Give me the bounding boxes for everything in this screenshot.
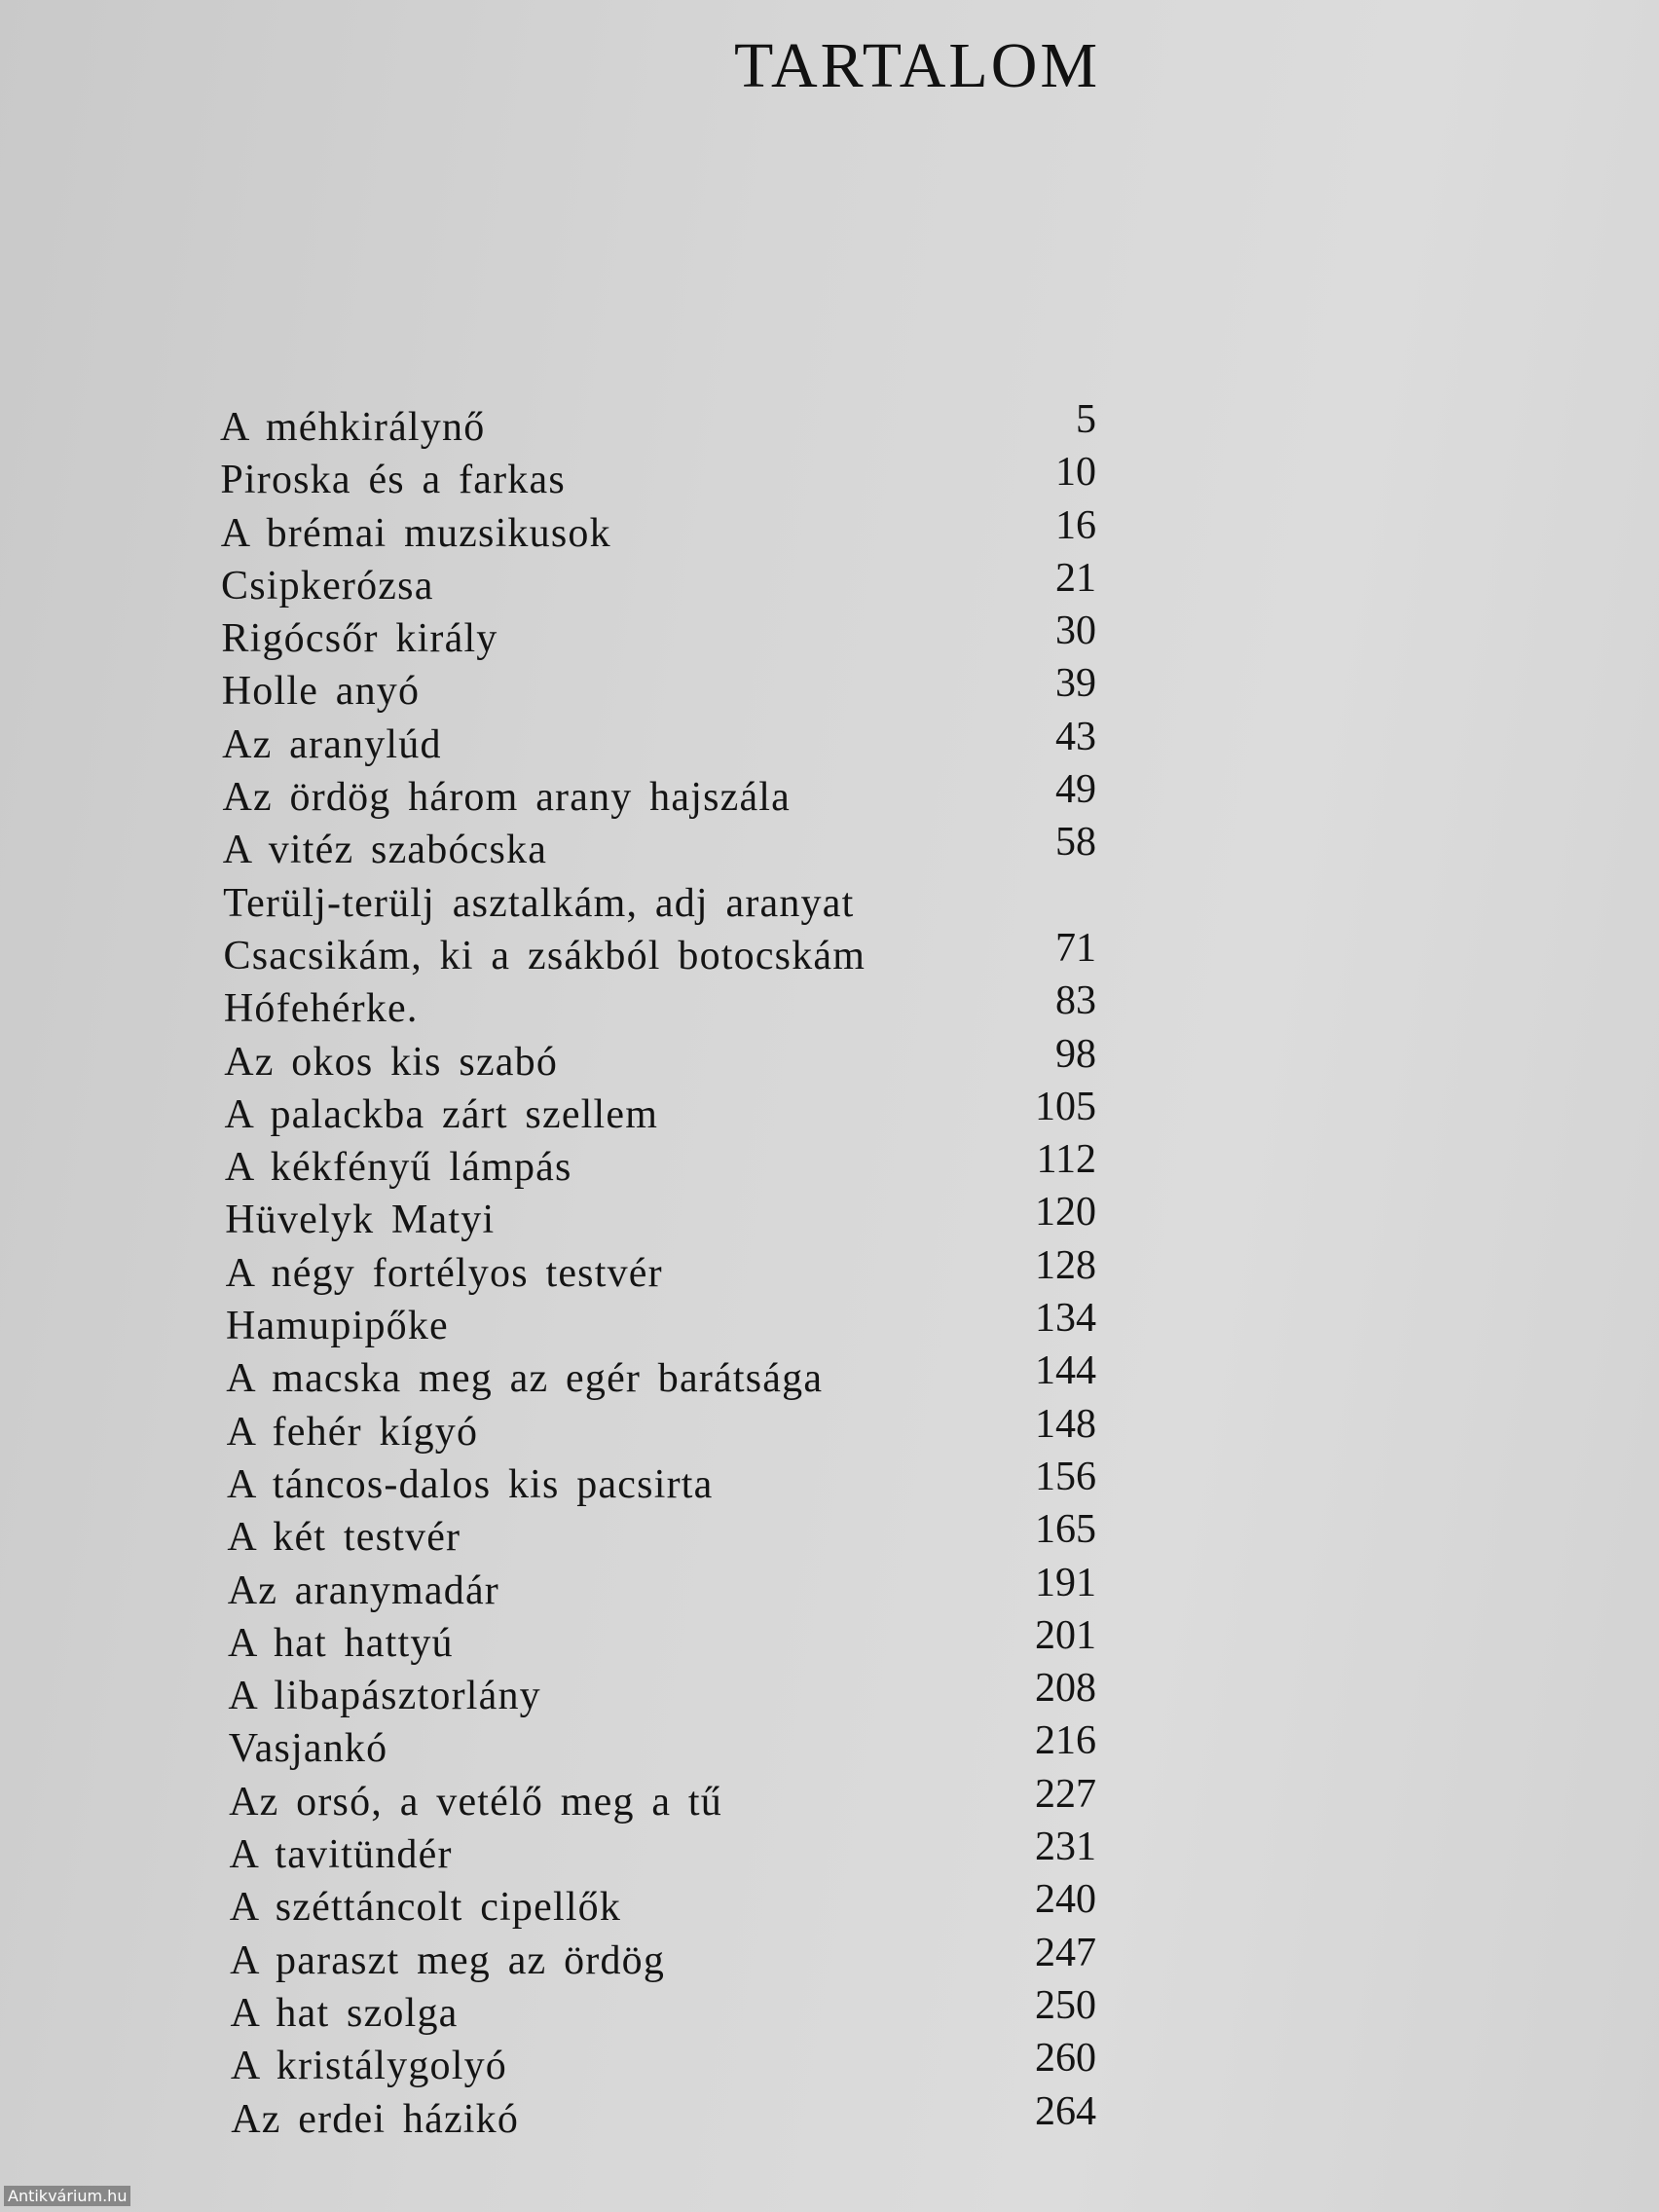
toc-entry — [231, 2088, 1096, 2146]
toc-entry-title: A négy fortélyos testvér — [225, 1250, 663, 1296]
toc-entry — [221, 608, 1096, 665]
toc-entry-title: Vasjankó — [228, 1726, 388, 1772]
toc-entry-title: A hat hattyú — [228, 1620, 454, 1666]
toc-entry-title: Rigócsőr király — [221, 616, 498, 662]
toc-entry-title: A vitéz szabócska — [222, 828, 548, 873]
watermark: Antikvárium.hu — [4, 2186, 130, 2206]
toc-entry — [225, 1296, 1096, 1352]
toc-entry — [224, 1137, 1096, 1194]
toc-entry-page-number: 247 — [1035, 1930, 1096, 1975]
toc-entry-title: Csacsikám, ki a zsákból botocskám — [223, 933, 866, 978]
toc-entry-title: A tavitündér — [229, 1832, 453, 1878]
toc-entry — [230, 1930, 1096, 1987]
toc-entry — [226, 1348, 1096, 1405]
toc-entry-page-number: 144 — [1035, 1348, 1096, 1394]
toc-entry-title: Hüvelyk Matyi — [225, 1198, 496, 1243]
toc-entry-page-number: 156 — [1035, 1454, 1096, 1499]
toc-entry — [230, 1982, 1097, 2040]
toc-entry-page-number: 83 — [1055, 978, 1096, 1024]
toc-entry-page-number: 5 — [1076, 397, 1096, 442]
toc-entry — [220, 397, 1096, 454]
toc-entry — [229, 1771, 1096, 1828]
toc-entry-title: A kristálygolyó — [230, 2044, 508, 2089]
toc-entry-title: A macska meg az egér barátsága — [226, 1356, 824, 1402]
toc-entry-title: Az erdei házikó — [231, 2096, 520, 2142]
toc-entry-title: Hamupipőke — [225, 1304, 449, 1349]
toc-entry-title: A méhkirálynő — [220, 405, 486, 450]
toc-entry-page-number: 201 — [1035, 1612, 1096, 1658]
toc-entry-page-number: 240 — [1035, 1877, 1096, 1923]
toc-entry — [223, 877, 1096, 930]
toc-entry-title: Holle anyó — [221, 669, 421, 715]
toc-entry-page-number: 208 — [1035, 1666, 1096, 1712]
toc-entry-page-number: 260 — [1035, 2036, 1096, 2082]
toc-entry-title: A fehér kígyó — [226, 1409, 479, 1455]
toc-entry-page-number: 21 — [1055, 555, 1096, 601]
toc-entry-title: Hófehérke. — [223, 986, 419, 1032]
toc-entry-page-number: 216 — [1035, 1718, 1096, 1764]
toc-entry-title: A hat szolga — [230, 1990, 459, 2036]
toc-entry — [222, 767, 1096, 824]
toc-entry — [221, 661, 1096, 718]
toc-entry-page-number: 39 — [1055, 661, 1096, 707]
toc-entry-title: A paraszt meg az ördög — [230, 1937, 666, 1983]
toc-entry-title: A két testvér — [227, 1515, 461, 1561]
toc-entry-title: Az aranymadár — [227, 1567, 499, 1613]
toc-entry-page-number: 71 — [1055, 925, 1096, 971]
toc-entry-page-number: 165 — [1035, 1507, 1096, 1553]
toc-entry-title: Az ördög három arany hajszála — [222, 775, 792, 821]
toc-entry-title: Csipkerózsa — [221, 563, 434, 608]
page-title: TARTALOM — [733, 30, 1101, 101]
toc-entry-title: Piroska és a farkas — [220, 458, 566, 503]
toc-entry-title: A széttáncolt cipellők — [229, 1885, 622, 1931]
toc-entry-title: Az okos kis szabó — [224, 1039, 559, 1085]
toc-entry — [230, 2036, 1096, 2092]
toc-entry-title: A brémai muzsikusok — [220, 510, 611, 556]
toc-entry-page-number: 105 — [1035, 1084, 1096, 1129]
toc-entry — [223, 978, 1096, 1035]
toc-entry-page-number: 16 — [1055, 502, 1096, 548]
toc-entry — [224, 1031, 1096, 1088]
toc-entry-page-number: 10 — [1055, 450, 1096, 496]
toc-entry-title: Az aranylúd — [222, 721, 442, 767]
table-of-contents — [220, 397, 1096, 2146]
toc-entry — [222, 714, 1096, 771]
toc-entry — [225, 1190, 1096, 1246]
toc-entry-title: Az orsó, a vetélő meg a tű — [229, 1779, 722, 1825]
toc-entry — [226, 1401, 1096, 1458]
toc-entry-title: A táncos-dalos kis pacsirta — [227, 1461, 714, 1507]
toc-entry — [227, 1454, 1096, 1511]
toc-entry — [222, 820, 1096, 876]
toc-entry — [229, 1877, 1096, 1934]
toc-entry-page-number: 43 — [1055, 714, 1096, 759]
toc-entry-title: A kékfényű lámpás — [224, 1145, 572, 1191]
toc-entry-page-number: 49 — [1055, 767, 1096, 813]
toc-entry-page-number: 112 — [1036, 1137, 1096, 1183]
toc-entry — [228, 1718, 1096, 1775]
toc-entry — [223, 925, 1097, 982]
toc-entry — [228, 1666, 1096, 1722]
toc-entry-title: A palackba zárt szellem — [224, 1091, 659, 1137]
toc-entry — [225, 1242, 1096, 1300]
toc-entry-page-number: 128 — [1035, 1242, 1096, 1288]
toc-entry — [220, 450, 1096, 506]
toc-entry — [224, 1084, 1096, 1141]
toc-entry-page-number: 98 — [1055, 1031, 1096, 1077]
toc-entry-page-number: 30 — [1055, 608, 1096, 654]
toc-entry-title: A libapásztorlány — [228, 1674, 541, 1719]
toc-entry-page-number: 264 — [1035, 2088, 1096, 2134]
toc-entry-page-number: 231 — [1035, 1825, 1096, 1870]
toc-entry-page-number: 148 — [1035, 1401, 1096, 1447]
toc-entry — [220, 502, 1096, 560]
toc-entry-page-number: 191 — [1035, 1560, 1096, 1605]
toc-entry — [227, 1560, 1096, 1617]
toc-entry — [229, 1825, 1096, 1881]
toc-entry-page-number: 250 — [1035, 1982, 1096, 2028]
toc-entry — [221, 555, 1096, 612]
toc-entry-page-number: 120 — [1035, 1190, 1096, 1235]
toc-entry-page-number: 58 — [1055, 820, 1096, 866]
toc-entry-page-number: 134 — [1035, 1296, 1096, 1342]
toc-entry-title: Terülj-terülj asztalkám, adj aranyat — [223, 880, 855, 926]
toc-entry — [228, 1612, 1096, 1670]
toc-entry — [227, 1507, 1096, 1564]
toc-entry-page-number: 227 — [1035, 1771, 1096, 1817]
